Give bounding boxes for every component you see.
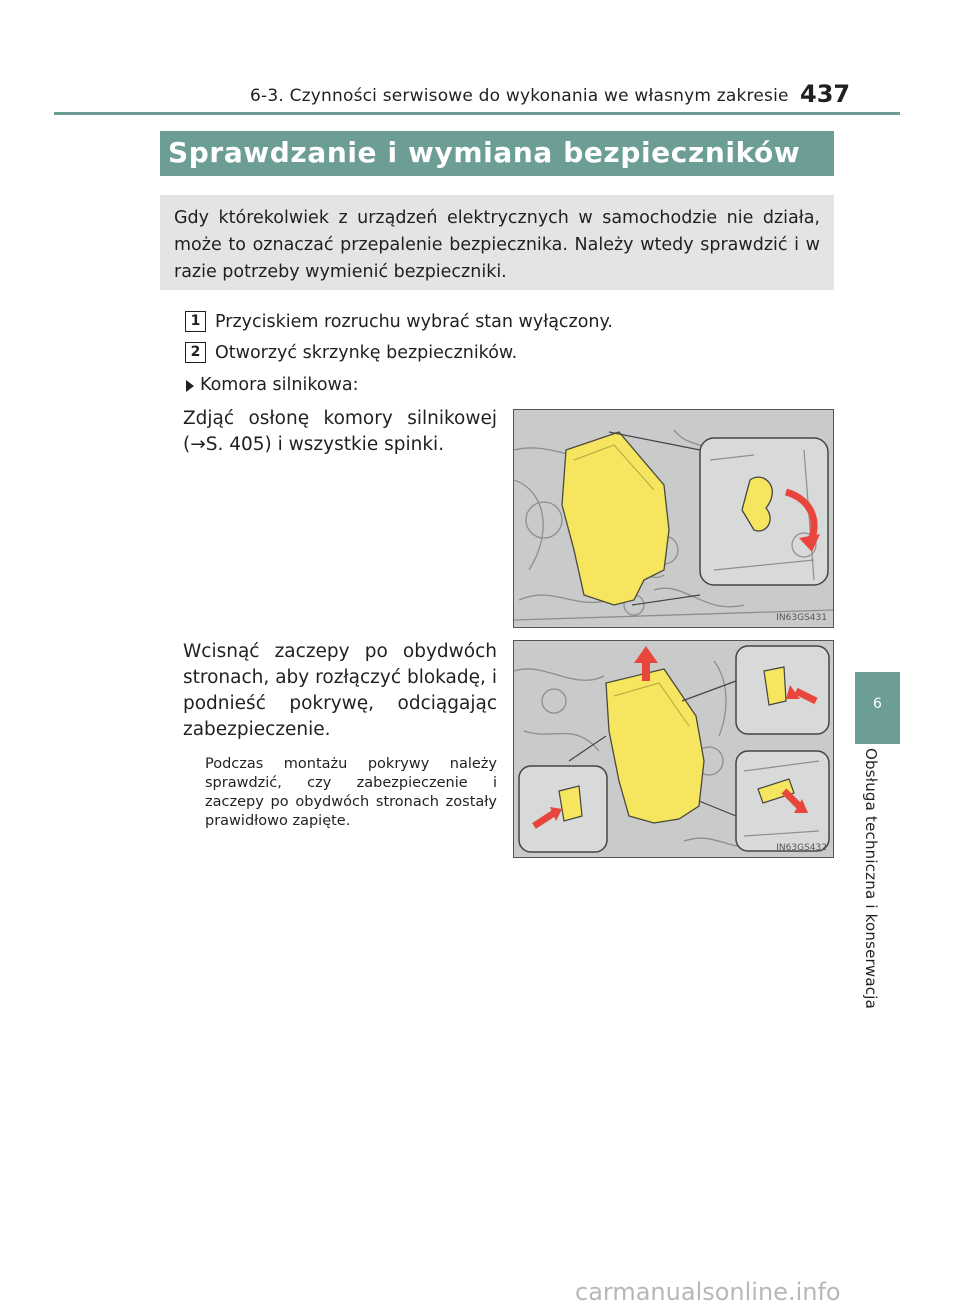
fusebox-cover-illustration — [514, 641, 833, 857]
figure-engine-cover — [513, 409, 834, 628]
header-rule — [54, 112, 900, 115]
page-number: 437 — [800, 80, 851, 108]
figure-code-1: IN63GS431 — [776, 613, 827, 623]
subheading: Komora silnikowa: — [200, 375, 359, 395]
paragraph-remove-cover: Zdjąć osłonę komory silnikowej (→S. 405) i wszystkie spinki. — [183, 408, 497, 455]
section-title: Sprawdzanie i wymiana bezpieczników — [168, 136, 801, 169]
intro-box — [160, 195, 834, 290]
chapter-number: 6 — [873, 696, 882, 712]
note-text: Podczas montażu pokrywy należy sprawdzić, czy zabezpieczenie i zaczepy po obydwóch stronach zostały prawidłowo zapięte. — [205, 756, 497, 829]
intro-text: Gdy którekolwiek z urządzeń elektrycznych w samochodzie nie działa, może to oznaczać przepalenie bezpiecznika. Należy wtedy sprawdzić i w razie potrzeby wymienić bezpieczniki. — [174, 208, 820, 282]
figure-fusebox-cover — [513, 640, 834, 858]
chapter-label: Obsługa techniczna i konserwacja — [862, 748, 880, 1009]
engine-cover-illustration — [514, 410, 833, 627]
running-header: 6-3. Czynności serwisowe do wykonania we własnym zakresie — [250, 86, 789, 106]
watermark: carmanualsonline.info — [575, 1278, 841, 1306]
step-text-2: Otworzyć skrzynkę bezpieczników. — [215, 343, 518, 363]
section-title-bar — [160, 131, 834, 176]
bullet-triangle-icon — [186, 380, 194, 392]
chapter-tab — [855, 672, 900, 744]
step-number-1: 1 — [185, 311, 206, 332]
paragraph-unlock-cover: Wcisnąć zaczepy po obydwóch stronach, aby rozłączyć blokadę, i podnieść pokrywę, odciągając zabezpieczenie. — [183, 641, 497, 740]
figure-code-2: IN63GS432 — [776, 843, 827, 853]
step-text-1: Przyciskiem rozruchu wybrać stan wyłączony. — [215, 312, 613, 332]
step-number-2: 2 — [185, 342, 206, 363]
